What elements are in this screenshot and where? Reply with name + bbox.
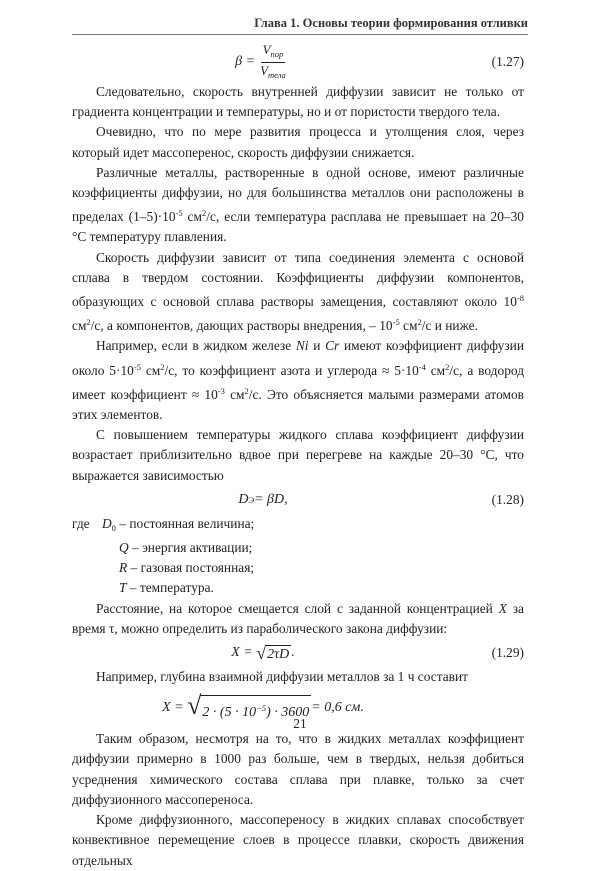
text-run: /с и ниже. (421, 318, 478, 334)
text-run: Скорость диффузии зависит от типа соединения элемента с основой сплава в твердом состоянии. Коэффициенты диффузии компонентов, образующих с основой сплава растворы замещения, составляют около 10 (72, 249, 524, 310)
text-run: см (72, 318, 87, 334)
equation-number: (1.27) (491, 53, 524, 69)
superscript: 2 (86, 317, 91, 328)
eq129-lhs: X = (231, 644, 253, 660)
text-run: /с, то коэффициент азота и углерода ≈ 5·10 (164, 362, 419, 378)
example-result: = 0,6 см. (311, 700, 364, 716)
paragraph: С повышением температуры жидкого сплава коэффициент диффузии возрастает приблизительно вдвое при перегреве на каждые 20–30 °С, что выражается зависимостью (72, 427, 524, 483)
eq127-den-sub: тела (268, 69, 286, 80)
superscript: 2 (244, 385, 249, 396)
where-item (72, 578, 524, 598)
paragraph: Кроме диффузионного, массопереносу в жидких сплавах способствует конвективное перемещение слоев в процессе плавки, скорость движения отдельных (72, 812, 524, 868)
equation-number: (1.28) (491, 491, 524, 507)
example-lhs: X = (162, 700, 184, 716)
where-item (72, 558, 524, 578)
where-line (72, 514, 524, 538)
eq127-num-var: V (262, 41, 271, 57)
variable-subscript: 0 (111, 522, 116, 533)
page-body (72, 42, 524, 871)
text-run: за время τ, можно определить из параболического закона диффузии: (72, 600, 524, 636)
paragraph: Очевидно, что по мере развития процесса и утолщения слоя, через который идет массоперенос, скорость диффузии снижается. (72, 124, 524, 160)
variable-symbol: T (119, 580, 127, 596)
equation-1-28 (72, 486, 524, 514)
page-number: 21 (293, 716, 307, 731)
superscript: -4 (418, 361, 426, 372)
variable-description: – температура. (126, 580, 214, 596)
text-run: /с, если температура расплава не превышает на 20–30 °С температуру плавления. (72, 209, 524, 245)
text-run: и (308, 338, 326, 354)
eq127-num-sub: пор (270, 48, 284, 59)
variable-symbol: D (102, 515, 112, 531)
equation-number: (1.29) (491, 644, 524, 660)
superscript: 2 (201, 208, 207, 219)
where-word: где (72, 515, 90, 531)
element-symbol: Cr (325, 338, 340, 354)
superscript: -5 (133, 361, 141, 372)
superscript: 2 (445, 361, 450, 372)
text-run: /с, а водород имеет коэффициент ≈ 10 (72, 362, 525, 402)
variable-description: – постоянная величина; (115, 515, 255, 531)
variable-symbol: X (498, 600, 507, 616)
sqrt-argument: ) · 3600 (266, 704, 310, 720)
paragraph (72, 599, 524, 639)
text-run: /с. Это объясняется малыми размерами атомов этих элементов. (72, 386, 525, 423)
sqrt-argument: 2 · (5 · 10 (202, 704, 257, 720)
eq129-tail: . (291, 644, 295, 660)
equation-1-29 (72, 639, 524, 667)
text-run: Расстояние, на которое смещается слой с заданной концентрацией (96, 600, 499, 616)
paragraph (72, 163, 524, 248)
text-run: имеют коэффициент диффузии около 5·10 (72, 338, 524, 378)
text-run: см (399, 318, 418, 334)
sqrt-sign: √ 2τD (256, 642, 290, 663)
superscript: -5 (392, 317, 400, 328)
variable-description: – газовая постоянная; (127, 560, 255, 576)
paragraph (72, 248, 524, 337)
superscript: -3 (217, 385, 225, 396)
paragraph (72, 336, 524, 425)
text-run: см (140, 362, 161, 378)
text-run: см (224, 386, 245, 402)
variable-description: – энергия активации; (128, 540, 253, 556)
eq128-lhs: D (238, 491, 249, 507)
text-run: Различные металлы, растворенные в одной основе, имеют различные коэффициенты диффузии, но для большинства металлов они расположены в пределах (1–5)·10 (72, 164, 524, 225)
running-header: Глава 1. Основы теории формирования отливки (72, 16, 528, 35)
paragraph: Например, глубина взаимной диффузии металлов за 1 ч составит (96, 669, 469, 685)
text-run: Например, если в жидком железе (96, 338, 296, 354)
element-symbol: Ni (295, 338, 309, 354)
eq128-rhs: = βD, (254, 491, 288, 507)
where-item (72, 538, 524, 558)
text-run: см (182, 209, 202, 225)
sqrt-sign: √ $2 \cdot (5 \cdot 10^{-5}) \cdot 3600$ (187, 692, 311, 725)
eq128-lhs-sub: Э (248, 494, 255, 505)
variable-symbol: R (119, 560, 128, 576)
variable-symbol: Q (119, 540, 129, 556)
eq127-lhs: β = (235, 53, 256, 69)
paragraph: Следовательно, скорость внутренней диффузии зависит не только от градиента концентрации и температуры, но и от пористости твердого тела. (72, 84, 524, 120)
superscript: 2 (417, 317, 422, 328)
superscript: 2 (160, 361, 165, 372)
paragraph: Таким образом, несмотря на то, что в жидких металлах коэффициент диффузии примерно в 1000 раз больше, чем в твердых, нельзя добиться усреднения химического состава сплава при плавке, только за счет диффузионного массопереноса. (72, 731, 524, 807)
eq127-den-var: V (260, 62, 269, 78)
text-run: см (425, 362, 446, 378)
sqrt-argument: 2τD (267, 646, 290, 662)
superscript: −5 (256, 702, 267, 713)
eq127-fraction (258, 42, 288, 83)
text-run: /с, а компонентов, дающих растворы внедрения, – 10 (90, 318, 393, 334)
equation-1-27 (72, 42, 524, 82)
superscript: -8 (516, 293, 524, 304)
superscript: -5 (175, 208, 183, 219)
